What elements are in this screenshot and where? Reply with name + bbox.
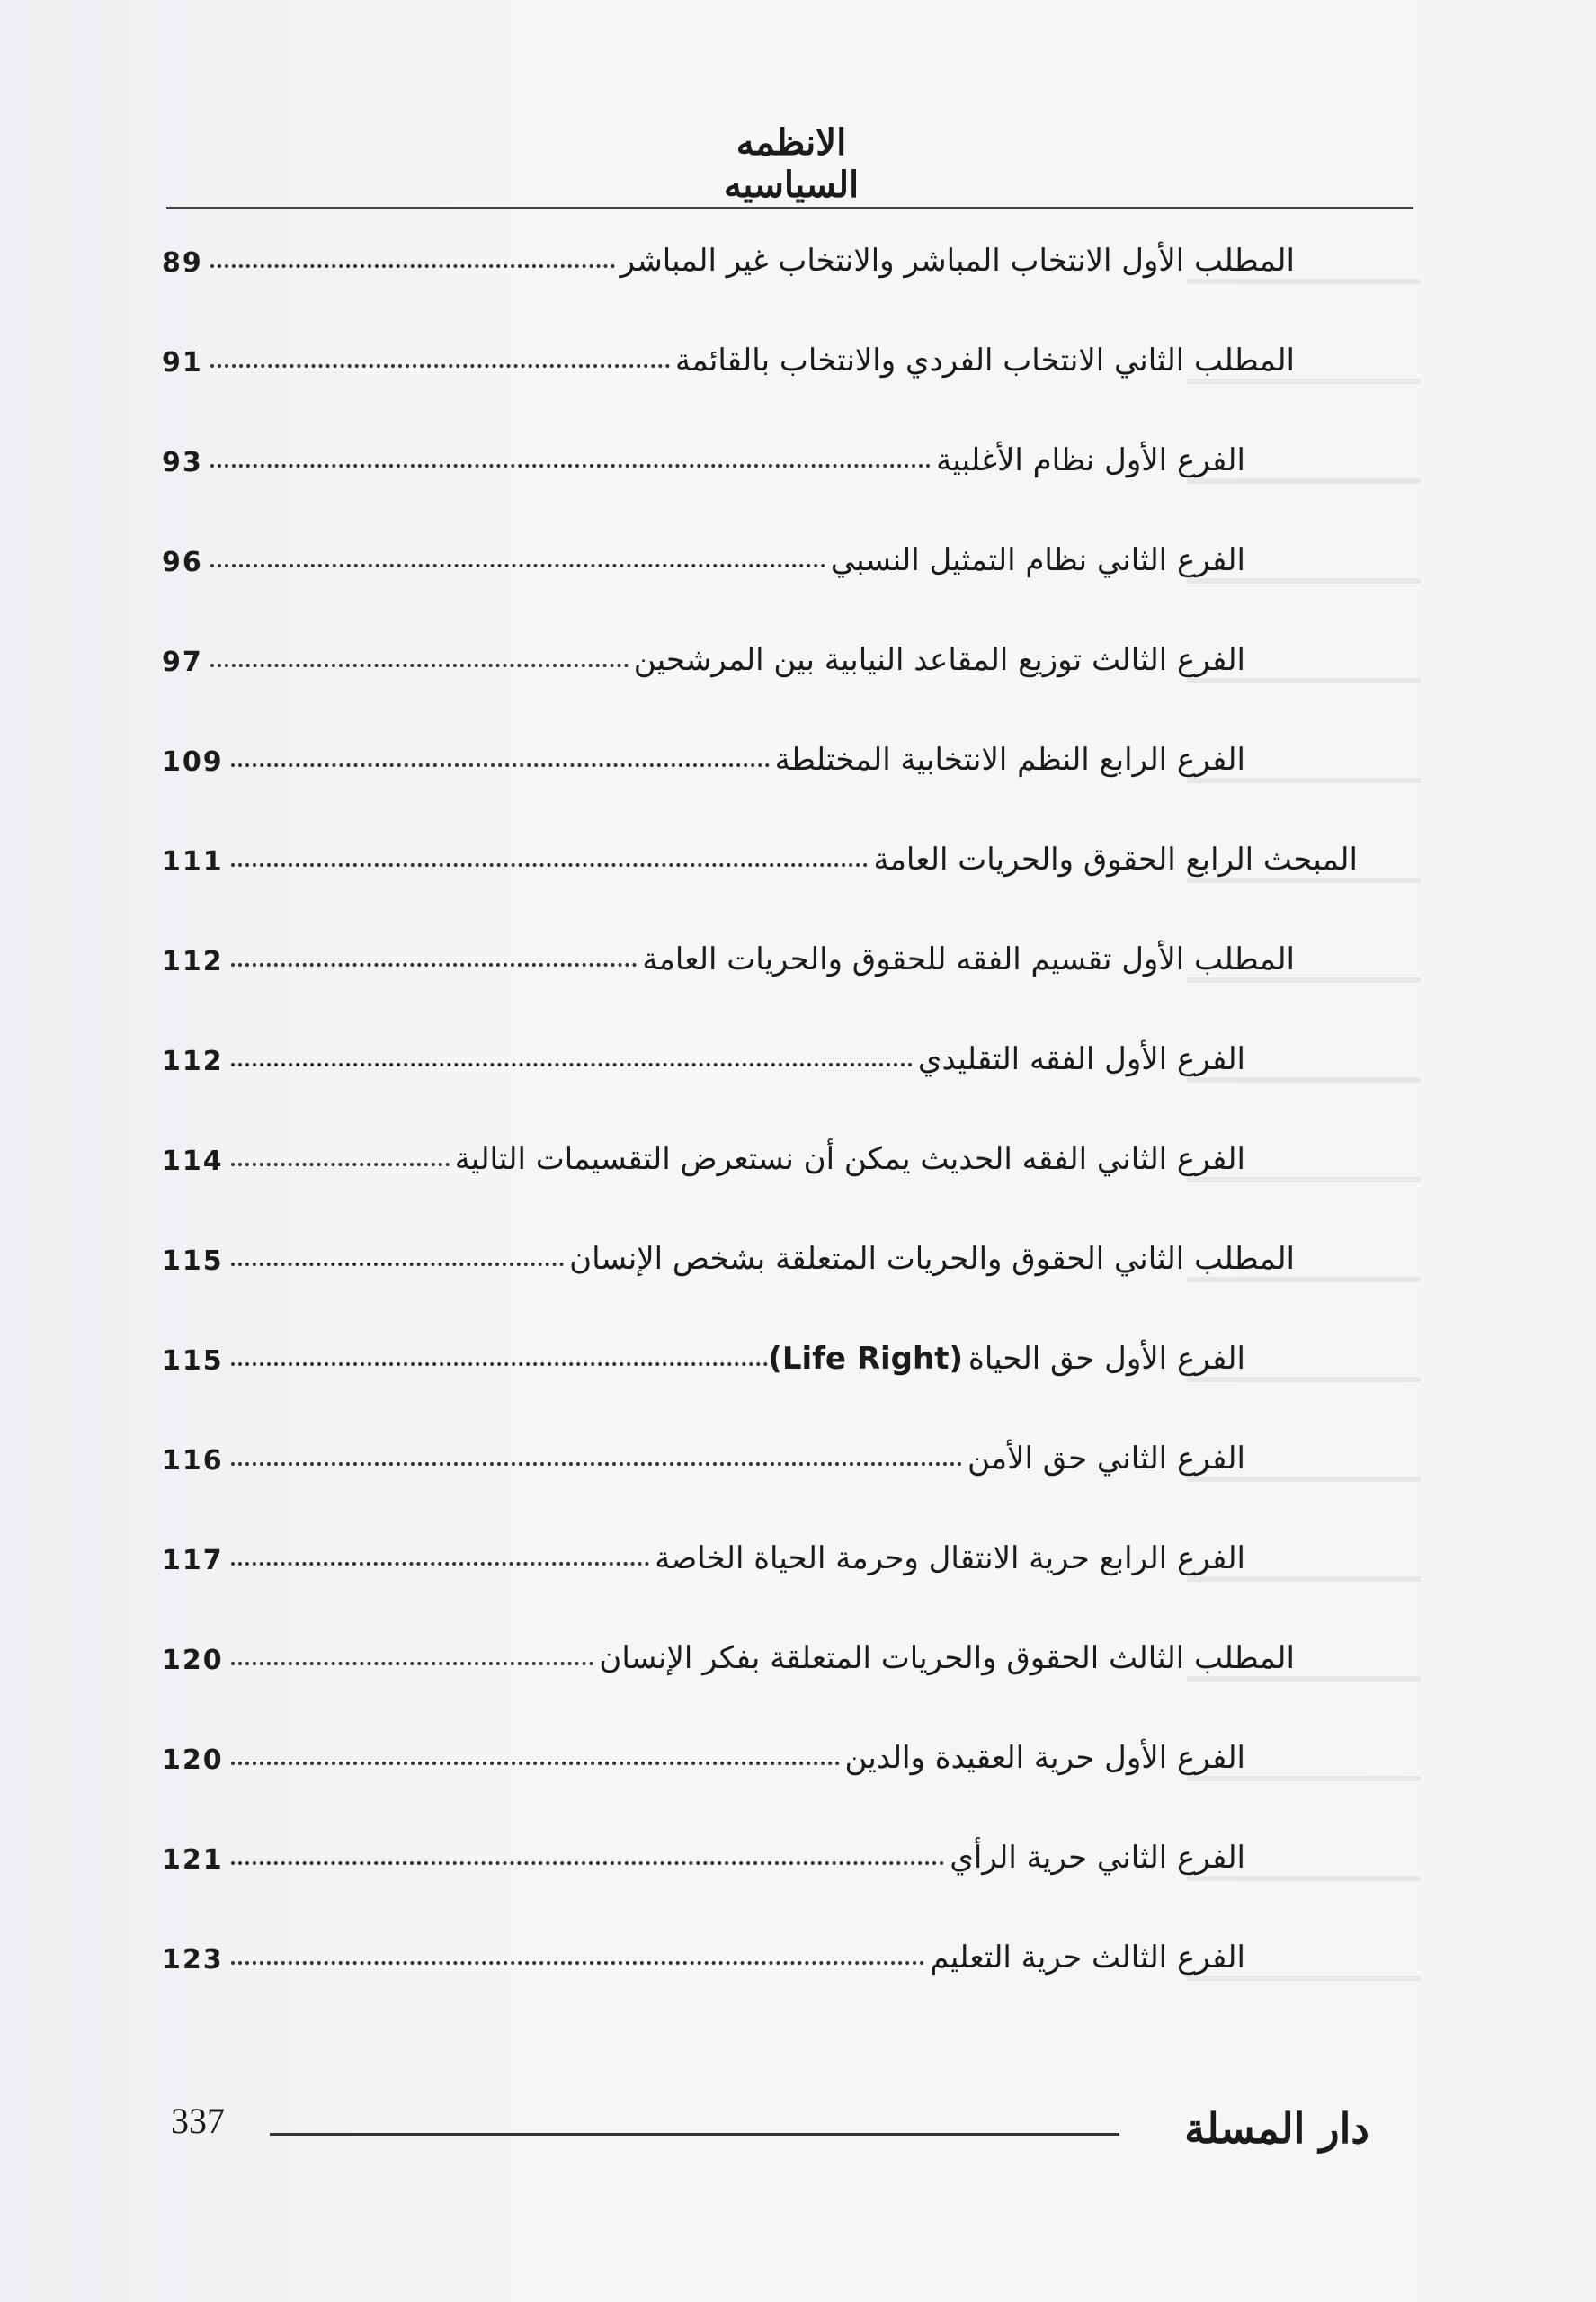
toc-leader-dots — [231, 763, 770, 767]
toc-leader-dots — [231, 1762, 840, 1765]
toc-leader-dots — [210, 564, 825, 567]
toc-leader-dots — [210, 464, 931, 468]
toc-entry-page: 114 — [162, 1146, 224, 1177]
toc-entry-page: 93 — [162, 447, 203, 478]
toc-entry — [162, 724, 1245, 778]
toc-leader-dots — [231, 1562, 650, 1566]
toc-entry-page: 117 — [162, 1545, 224, 1576]
toc-entry-page: 109 — [162, 746, 224, 778]
toc-entry-page: 121 — [162, 1844, 224, 1876]
toc-entry-title: الفرع الثاني نظام التمثيل النسبي — [830, 542, 1245, 578]
toc-entry — [162, 1323, 1245, 1377]
toc-entry-title: الفرع الرابع النظم الانتخابية المختلطة — [774, 742, 1245, 778]
toc-entry — [162, 1423, 1245, 1477]
toc-entry-title: المطلب الثاني الانتخاب الفردي والانتخاب بالقائمة — [674, 343, 1295, 379]
toc-leader-dots — [231, 1961, 925, 1965]
toc-entry-page: 120 — [162, 1744, 224, 1776]
toc-entry — [162, 325, 1295, 379]
toc-entry-title: الفرع الثاني الفقه الحديث يمكن أن نستعرض التقسيمات التالية — [454, 1141, 1245, 1177]
toc-entry-title: الفرع الثاني حق الأمن — [967, 1441, 1245, 1477]
toc-entry-page: 115 — [162, 1345, 224, 1377]
toc-leader-dots — [231, 1263, 564, 1266]
toc-entry-page: 123 — [162, 1944, 224, 1976]
toc-entry-title: الفرع الثالث حرية التعليم — [930, 1940, 1245, 1976]
toc-entry-title: المطلب الأول الانتخاب المباشر والانتخاب غير المباشر — [620, 243, 1295, 279]
toc-entry-title: المبحث الرابع الحقوق والحريات العامة — [873, 842, 1358, 878]
toc-entry — [162, 424, 1245, 478]
toc-entry-title: المطلب الأول تقسيم الفقه للحقوق والحريات العامة — [642, 941, 1295, 977]
toc-entry — [162, 1822, 1245, 1876]
toc-entry-page: 111 — [162, 846, 224, 878]
toc-leader-dots — [210, 364, 670, 368]
toc-entry-page: 112 — [162, 946, 224, 977]
running-header-title: الانظمه السياسيه — [723, 121, 860, 206]
toc-leader-dots — [231, 1362, 769, 1366]
toc-entry — [162, 1023, 1245, 1077]
toc-entry-title: الفرع الأول حق الحياة — [968, 1341, 1245, 1377]
toc-entry-title: الفرع الأول الفقه التقليدي — [917, 1041, 1245, 1077]
toc-leader-dots — [210, 264, 615, 268]
toc-entry — [162, 824, 1358, 878]
toc-entry-title: المطلب الثاني الحقوق والحريات المتعلقة بشخص الإنسان — [569, 1241, 1295, 1277]
toc-entry-title: الفرع الثالث توزيع المقاعد النيابية بين المرشحين — [633, 642, 1245, 678]
toc-leader-dots — [231, 1163, 450, 1166]
toc-entry-title: الفرع الرابع حرية الانتقال وحرمة الحياة الخاصة — [655, 1540, 1245, 1576]
toc-leader-dots — [231, 863, 869, 867]
publisher-name: دار المسلة — [1184, 2104, 1369, 2153]
toc-entry-page: 115 — [162, 1245, 224, 1277]
toc-entry — [162, 1922, 1245, 1976]
toc-leader-dots — [231, 1063, 913, 1066]
toc-entry-title: الفرع الأول نظام الأغلبية — [936, 442, 1245, 478]
toc-entry-page: 89 — [162, 247, 203, 279]
toc-entry — [162, 1622, 1295, 1676]
toc-entry-page: 97 — [162, 647, 203, 678]
toc-entry — [162, 1522, 1245, 1576]
toc-entry — [162, 923, 1295, 977]
toc-entry-page: 116 — [162, 1445, 224, 1477]
toc-entry-page: 96 — [162, 547, 203, 578]
toc-leader-dots — [231, 1861, 945, 1865]
toc-entry-english-term: (Life Right) — [768, 1341, 963, 1377]
toc-entry-title: الفرع الأول حرية العقيدة والدين — [844, 1740, 1245, 1776]
toc-leader-dots — [210, 664, 629, 667]
toc-entry — [162, 524, 1245, 578]
footer-rule — [270, 2133, 1119, 2136]
toc-entry-page: 120 — [162, 1645, 224, 1676]
toc-entry — [162, 624, 1245, 678]
toc-leader-dots — [231, 963, 638, 967]
toc-entry-page: 91 — [162, 347, 203, 379]
toc-leader-dots — [231, 1462, 962, 1466]
toc-entry-title: الفرع الثاني حرية الرأي — [950, 1840, 1245, 1876]
toc-entry — [162, 1223, 1295, 1277]
toc-entry — [162, 1722, 1245, 1776]
page-number: 337 — [171, 2101, 225, 2141]
toc-leader-dots — [231, 1662, 594, 1665]
toc-entry-title: المطلب الثالث الحقوق والحريات المتعلقة بفكر الإنسان — [599, 1640, 1295, 1676]
toc-entry — [162, 225, 1295, 279]
toc-entry-page: 112 — [162, 1046, 224, 1077]
toc-entry — [162, 1123, 1245, 1177]
